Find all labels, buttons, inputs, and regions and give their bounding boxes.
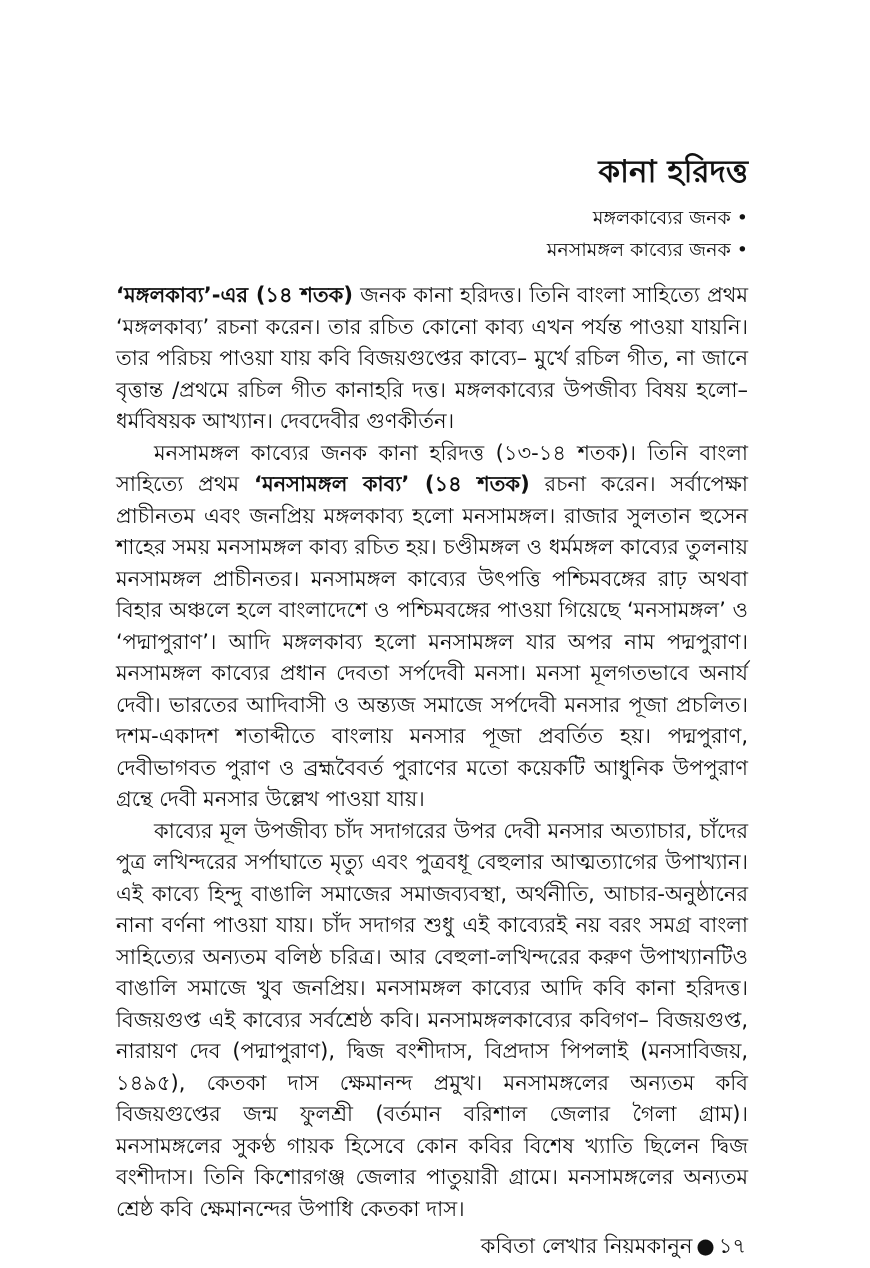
paragraph-2-text-b: রচনা করেন। সর্বাপেক্ষা প্রাচীনতম এবং জনপ্রিয় মঙ্গলকাব্য হলো মনসামঙ্গল। রাজার সুলতান হুসেন শাহের সময় মনসামঙ্গল কাব্য রচিত হয়। চণ্ডীমঙ্গল ও ধর্মমঙ্গল কাব্যের তুলনায় মনসামঙ্গল প্রাচীনতর। মনসামঙ্গল কাব্যের উৎপত্তি পশ্চিমবঙ্গের রাঢ় অথবা বিহার অঞ্চলে হলে বাংলাদেশে ও পশ্চিমবঙ্গের পাওয়া গিয়েছে ‘মনসামঙ্গল’ ও ‘পদ্মাপুরাণ’। আদি মঙ্গলকাব্য হলো মনসামঙ্গল যার অপর নাম পদ্মপুরাণ। মনসামঙ্গল কাব্যের প্রধান দেবতা সর্পদেবী মনসা। মনসা মূলগতভাবে অনার্য দেবী। ভারতের আদিবাসী ও অন্ত্যজ সমাজে সর্পদেবী মনসার পূজা প্রচলিত। দশম-একাদশ শতাব্দীতে বাংলায় মনসার পূজা প্রবর্তিত হয়। পদ্মপুরাণ, দেবীভাগবত পুরাণ ও ব্রহ্মবৈবর্ত পুরাণের মতো কয়েকটি আধুনিক উপপুরাণ গ্রন্থে দেবী মনসার উল্লেখ পাওয়া যায়। xyxy=(116,472,748,811)
paragraph-2 xyxy=(116,438,748,816)
subtitle-line-1 xyxy=(116,202,748,234)
heading-block xyxy=(116,150,748,266)
body-text xyxy=(116,280,748,1225)
subtitle-text-1: মঙ্গলকাব্যের জনক xyxy=(592,207,731,229)
bullet-icon: • xyxy=(736,207,748,229)
paragraph-1-bold-lead: ‘মঙ্গলকাব্য’-এর (১৪ শতক) xyxy=(116,283,353,307)
page-title: কানা হরিদত্ত xyxy=(598,154,748,190)
subtitle-line-2 xyxy=(116,234,748,266)
bullet-icon: • xyxy=(736,239,748,261)
page-number: ১৭ xyxy=(718,1234,746,1258)
footer-separator: ● xyxy=(696,1234,715,1258)
paragraph-2-text-a: মনসামঙ্গল কাব্যের জনক কানা হরিদত্ত (১৩-১৪ শতক)। তিনি বাংলা সাহিত্যে প্রথম xyxy=(116,440,748,496)
page-footer xyxy=(481,1232,746,1260)
paragraph-1 xyxy=(116,280,748,438)
paragraph-1-text: জনক কানা হরিদত্ত। তিনি বাংলা সাহিত্যে প্রথম ‘মঙ্গলকাব্য’ রচনা করেন। তার রচিত কোনো কাব্য এখন পর্যন্ত পাওয়া যায়নি। তার পরিচয় পাওয়া যায় কবি বিজয়গুপ্তের কাব্যে– মুর্খে রচিল গীত, না জানে বৃত্তান্ত /প্রথমে রচিল গীত কানাহরি দত্ত। মঙ্গলকাব্যের উপজীব্য বিষয় হলো– ধর্মবিষয়ক আখ্যান। দেবদেবীর গুণকীর্তন। xyxy=(116,283,749,433)
footer-book-title: কবিতা লেখার নিয়মকানুন xyxy=(480,1234,693,1258)
page-content xyxy=(116,150,748,1225)
subtitle-text-2: মনসামঙ্গল কাব্যের জনক xyxy=(546,239,731,261)
paragraph-2-bold: ‘মনসামঙ্গল কাব্য’ (১৪ শতক) xyxy=(253,472,530,496)
paragraph-3 xyxy=(116,816,748,1226)
paragraph-3-text: কাব্যের মূল উপজীব্য চাঁদ সদাগরের উপর দেবী মনসার অত্যাচার, চাঁদের পুত্র লখিন্দরের সর্পাঘাতে মৃত্যু এবং পুত্রবধূ বেহুলার আত্মত্যাগের উপাখ্যান। এই কাব্যে হিন্দু বাঙালি সমাজের সমাজব্যবস্থা, অর্থনীতি, আচার-অনুষ্ঠানের নানা বর্ণনা পাওয়া যায়। চাঁদ সদাগর শুধু এই কাব্যেরই নয় বরং সমগ্র বাংলা সাহিত্যের অন্যতম বলিষ্ঠ চরিত্র। আর বেহুলা-লখিন্দরের করুণ উপাখ্যানটিও বাঙালি সমাজে খুব জনপ্রিয়। মনসামঙ্গল কাব্যের আদি কবি কানা হরিদত্ত। বিজয়গুপ্ত এই কাব্যের সর্বশ্রেষ্ঠ কবি। মনসামঙ্গলকাব্যের কবিগণ– বিজয়গুপ্ত, নারায়ণ দেব (পদ্মাপুরাণ), দ্বিজ বংশীদাস, বিপ্রদাস পিপলাই (মনসাবিজয়, ১৪৯৫), কেতকা দাস ক্ষেমানন্দ প্রমুখ। মনসামঙ্গলের অন্যতম কবি বিজয়গুপ্তের জন্ম ফুলশ্রী (বর্তমান বরিশাল জেলার গৈলা গ্রাম)। মনসামঙ্গলের সুকণ্ঠ গায়ক হিসেবে কোন কবির বিশেষ খ্যাতি ছিলেন দ্বিজ বংশীদাস। তিনি কিশোরগঞ্জ জেলার পাতুয়ারী গ্রামে। মনসামঙ্গলের অন্যতম শ্রেষ্ঠ কবি ক্ষেমানন্দের উপাধি কেতকা দাস। xyxy=(116,818,748,1221)
